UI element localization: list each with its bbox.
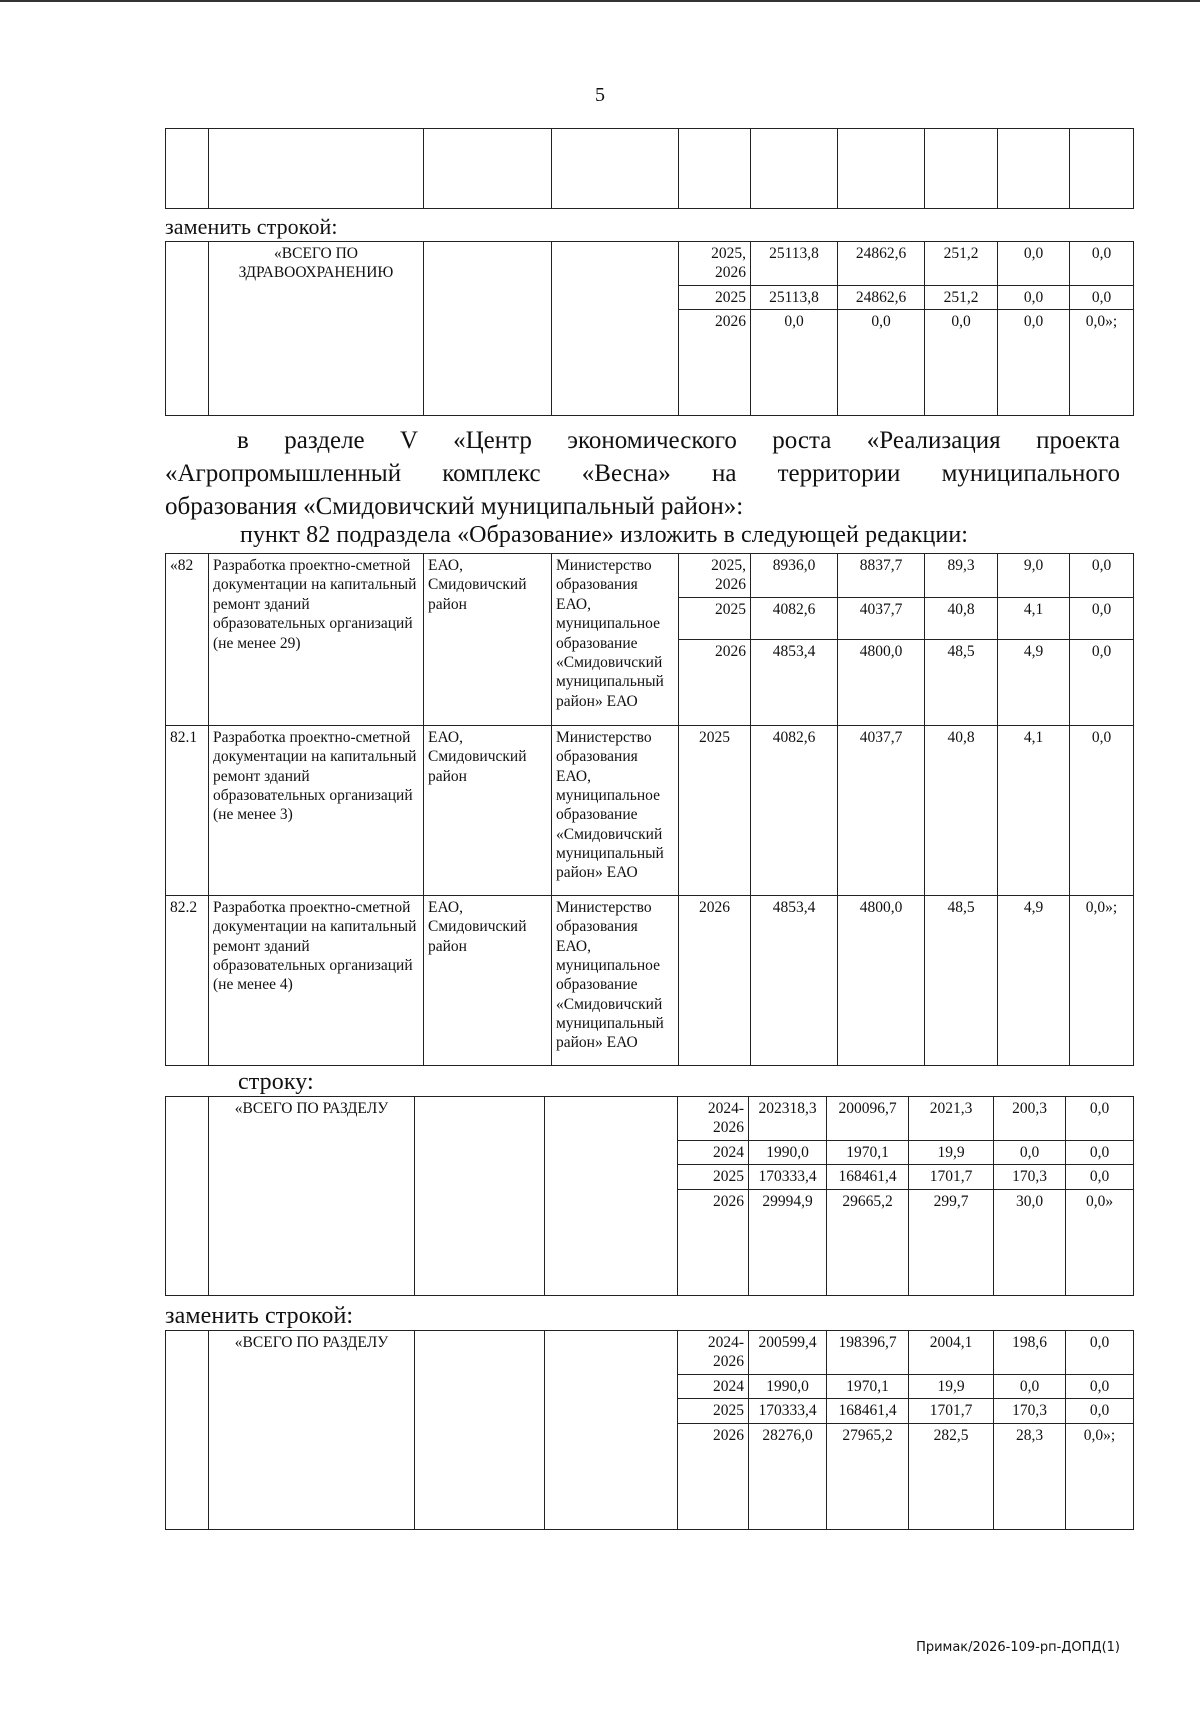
cell: 25113,8 xyxy=(751,285,838,309)
cell: 40,8 xyxy=(925,597,998,639)
cell: 4800,0 xyxy=(838,895,925,1065)
cell: 0,0 xyxy=(998,242,1070,286)
cell: 2021,3 xyxy=(909,1097,994,1141)
cell: 19,9 xyxy=(909,1140,994,1164)
cell: 48,5 xyxy=(925,639,998,725)
cell: 168461,4 xyxy=(827,1399,909,1423)
cell: 0,0»; xyxy=(1070,895,1134,1065)
cell: 24862,6 xyxy=(838,285,925,309)
cell: 2026 xyxy=(679,895,751,1065)
cell: 2026 xyxy=(678,1423,749,1529)
item82-name: Разработка проектно-сметной документации на капитальный ремонт зданий образовательных организаций (не менее 29) xyxy=(209,554,424,726)
cell: 24862,6 xyxy=(838,242,925,286)
item82-num: «82 xyxy=(166,554,209,726)
item82-1-name: Разработка проектно-сметной документации на капитальный ремонт зданий образовательных организаций (не менее 3) xyxy=(209,725,424,895)
cell: 1970,1 xyxy=(827,1374,909,1398)
cell: 4853,4 xyxy=(751,895,838,1065)
cell: 2025 xyxy=(679,597,751,639)
health-total-label: «ВСЕГО ПО ЗДРАВООХРАНЕНИЮ xyxy=(209,242,424,416)
health-year-0: 2025, 2026 xyxy=(679,242,751,286)
cell: 1701,7 xyxy=(909,1165,994,1189)
section-total-new-label: «ВСЕГО ПО РАЗДЕЛУ xyxy=(209,1331,415,1530)
cell: 2026 xyxy=(679,639,751,725)
cell: 4,9 xyxy=(998,895,1070,1065)
cell: 8837,7 xyxy=(838,554,925,598)
cell: 170,3 xyxy=(994,1165,1066,1189)
cell: 202318,3 xyxy=(749,1097,827,1141)
page-number: 5 xyxy=(595,84,605,106)
cell: 0,0 xyxy=(998,285,1070,309)
top-scan-line xyxy=(0,0,1200,2)
cell: 200,3 xyxy=(994,1097,1066,1141)
cell: 4,1 xyxy=(998,725,1070,895)
item82-2-place: ЕАО, Смидовичский район xyxy=(424,895,552,1065)
cell: 25113,8 xyxy=(751,242,838,286)
cell: 2026 xyxy=(678,1189,749,1295)
caption-row-word: строку: xyxy=(238,1069,314,1095)
item82-table xyxy=(165,553,1134,1066)
cell: 2025 xyxy=(678,1165,749,1189)
cell: 30,0 xyxy=(994,1189,1066,1295)
cell: 2026 xyxy=(679,310,751,416)
cell: 0,0 xyxy=(925,310,998,416)
cell: 198396,7 xyxy=(827,1331,909,1375)
cell: 2025 xyxy=(679,285,751,309)
cell: 28276,0 xyxy=(749,1423,827,1529)
cell: 4800,0 xyxy=(838,639,925,725)
section-paragraph-line-1: в разделе V «Центр экономического роста «Реализация проекта xyxy=(237,427,1120,454)
cell: 0,0 xyxy=(1070,597,1134,639)
cell: 4853,4 xyxy=(751,639,838,725)
empty-table xyxy=(165,128,1134,209)
cell: 0,0»; xyxy=(1070,310,1134,416)
cell: 299,7 xyxy=(909,1189,994,1295)
cell: 29665,2 xyxy=(827,1189,909,1295)
cell: 2025 xyxy=(679,725,751,895)
cell: 2024 xyxy=(678,1374,749,1398)
section-paragraph-line-2: «Агропромышленный комплекс «Весна» на территории муниципального xyxy=(165,460,1120,487)
item82-executor: Министерство образования ЕАО, муниципальное образование «Смидовичский муниципальный район» ЕАО xyxy=(552,554,679,726)
cell: 8936,0 xyxy=(751,554,838,598)
cell: 0,0 xyxy=(994,1140,1066,1164)
section-total-old-table xyxy=(165,1096,1134,1296)
cell: 0,0 xyxy=(1066,1140,1134,1164)
cell: 2024-2026 xyxy=(678,1331,749,1375)
caption-item82-intro: пункт 82 подраздела «Образование» изложить в следующей редакции: xyxy=(240,522,969,548)
cell: 0,0 xyxy=(1070,242,1134,286)
cell: 2025 xyxy=(678,1399,749,1423)
health-total-table xyxy=(165,241,1134,416)
cell: 29994,9 xyxy=(749,1189,827,1295)
item82-2-num: 82.2 xyxy=(166,895,209,1065)
cell: 0,0» xyxy=(1066,1189,1134,1295)
cell: 0,0 xyxy=(998,310,1070,416)
item82-1-executor: Министерство образования ЕАО, муниципальное образование «Смидовичский муниципальный район» ЕАО xyxy=(552,725,679,895)
cell: 0,0 xyxy=(1066,1399,1134,1423)
cell: 0,0 xyxy=(1066,1331,1134,1375)
cell: 0,0 xyxy=(1070,639,1134,725)
cell: 1970,1 xyxy=(827,1140,909,1164)
cell: 0,0 xyxy=(838,310,925,416)
cell: 2024 xyxy=(678,1140,749,1164)
cell: 0,0 xyxy=(751,310,838,416)
cell: 2004,1 xyxy=(909,1331,994,1375)
cell: 168461,4 xyxy=(827,1165,909,1189)
cell: 170333,4 xyxy=(749,1165,827,1189)
cell: 0,0 xyxy=(1070,725,1134,895)
cell: 2024-2026 xyxy=(678,1097,749,1141)
item82-1-place: ЕАО, Смидовичский район xyxy=(424,725,552,895)
cell: 200599,4 xyxy=(749,1331,827,1375)
cell: 27965,2 xyxy=(827,1423,909,1529)
cell: 1990,0 xyxy=(749,1374,827,1398)
cell: 9,0 xyxy=(998,554,1070,598)
cell: 19,9 xyxy=(909,1374,994,1398)
item82-place: ЕАО, Смидовичский район xyxy=(424,554,552,726)
cell: 0,0 xyxy=(1070,285,1134,309)
section-total-old-label: «ВСЕГО ПО РАЗДЕЛУ xyxy=(209,1097,415,1296)
cell: 4037,7 xyxy=(838,725,925,895)
cell: 4082,6 xyxy=(751,597,838,639)
item82-2-name: Разработка проектно-сметной документации на капитальный ремонт зданий образовательных организаций (не менее 4) xyxy=(209,895,424,1065)
cell: 0,0 xyxy=(1070,554,1134,598)
cell: 0,0 xyxy=(1066,1097,1134,1141)
cell: 2025, 2026 xyxy=(679,554,751,598)
document-code: Примак/2026-109-рп-ДОПД(1) xyxy=(916,1640,1120,1655)
section-paragraph-line-3: образования «Смидовичский муниципальный район»: xyxy=(165,493,744,520)
cell: 0,0»; xyxy=(1066,1423,1134,1529)
cell: 251,2 xyxy=(925,285,998,309)
caption-replace-2: заменить строкой: xyxy=(165,1303,354,1329)
cell: 89,3 xyxy=(925,554,998,598)
item82-1-num: 82.1 xyxy=(166,725,209,895)
cell: 40,8 xyxy=(925,725,998,895)
cell: 251,2 xyxy=(925,242,998,286)
cell: 170,3 xyxy=(994,1399,1066,1423)
cell: 0,0 xyxy=(1066,1374,1134,1398)
cell: 4082,6 xyxy=(751,725,838,895)
cell: 4037,7 xyxy=(838,597,925,639)
cell: 4,9 xyxy=(998,639,1070,725)
cell: 1701,7 xyxy=(909,1399,994,1423)
item82-2-executor: Министерство образования ЕАО, муниципальное образование «Смидовичский муниципальный район» ЕАО xyxy=(552,895,679,1065)
caption-replace-1: заменить строкой: xyxy=(165,214,338,239)
cell: 0,0 xyxy=(1066,1165,1134,1189)
cell: 200096,7 xyxy=(827,1097,909,1141)
cell: 170333,4 xyxy=(749,1399,827,1423)
cell: 282,5 xyxy=(909,1423,994,1529)
cell: 28,3 xyxy=(994,1423,1066,1529)
section-total-new-table xyxy=(165,1330,1134,1530)
cell: 0,0 xyxy=(994,1374,1066,1398)
cell: 198,6 xyxy=(994,1331,1066,1375)
cell: 48,5 xyxy=(925,895,998,1065)
cell: 1990,0 xyxy=(749,1140,827,1164)
cell: 4,1 xyxy=(998,597,1070,639)
